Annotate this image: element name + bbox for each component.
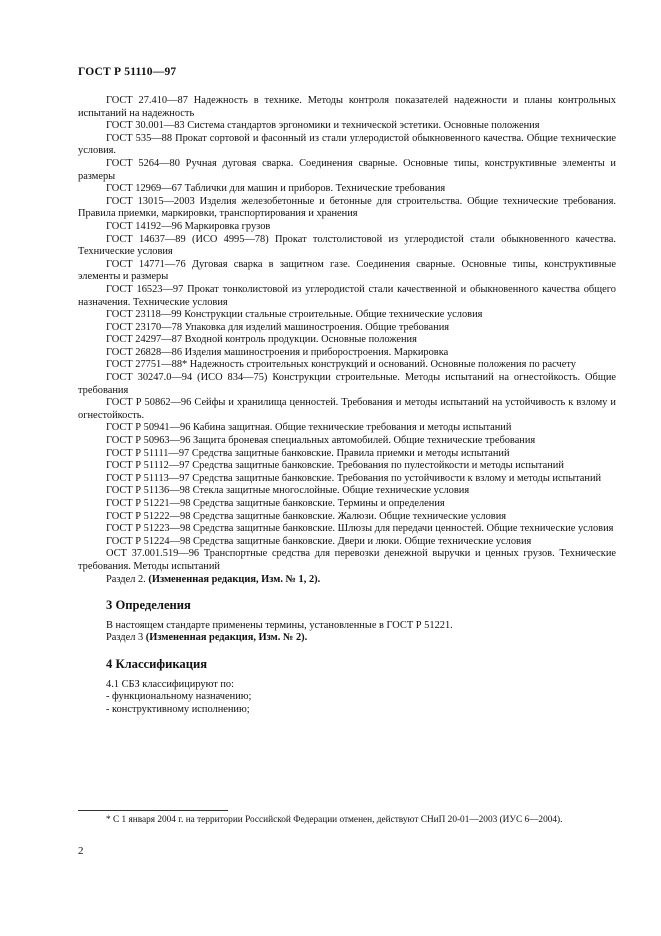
reference-item: ГОСТ 13015—2003 Изделия железобетонные и бетонные для строительства. Общие технические требования. Правила приемки, маркировки, транспортирования и хранения [78, 195, 616, 220]
section-4-heading: 4 Классификация [106, 656, 208, 671]
reference-item: ГОСТ Р 50941—96 Кабина защитная. Общие технические требования и методы испытаний [106, 422, 512, 434]
section-3-note-amendment: (Измененная редакция, Изм. № 2). [145, 632, 308, 644]
reference-item: ГОСТ 23170—78 Упаковка для изделий машиностроения. Общие требования [106, 321, 450, 333]
section-2-amendment-note [78, 574, 616, 587]
page-number: 2 [78, 845, 84, 857]
references-list [78, 95, 616, 574]
reference-item: ГОСТ 23118—99 Конструкции стальные строительные. Общие технические условия [106, 309, 483, 321]
reference-item: ГОСТ 30247.0—94 (ИСО 834—75) Конструкции строительные. Методы испытаний на огнестойкость. Общие требования [78, 372, 616, 396]
reference-item: ГОСТ 24297—87 Входной контроль продукции. Основные положения [106, 334, 417, 346]
reference-item: ГОСТ Р 51221—98 Средства защитные банковские. Термины и определения [106, 498, 445, 509]
reference-item: ГОСТ Р 50862—96 Сейфы и хранилища ценностей. Требования и методы испытаний на устойчивость к взлому и огнестойкость. [78, 397, 616, 421]
document-body [78, 95, 616, 716]
reference-item: ГОСТ Р 51136—98 Стекла защитные многослойные. Общие технические условия [106, 485, 470, 497]
reference-item: ГОСТ 16523—97 Прокат тонколистовой из углеродистой стали качественной и обыкновенного качества общего назначения. Технические условия [78, 283, 616, 308]
reference-item: ГОСТ Р 50963—96 Защита броневая специальных автомобилей. Общие технические требования [106, 435, 536, 447]
reference-item: ГОСТ 12969—67 Таблички для машин и приборов. Технические требования [106, 183, 446, 195]
footnote-text: * С 1 января 2004 г. на территории Российской Федерации отменен, действуют СНиП 20-01—2003 (ИУС 6—2004). [106, 815, 563, 825]
reference-item: ГОСТ 14192—96 Маркировка грузов [106, 220, 271, 232]
reference-item: ГОСТ 30.001—83 Система стандартов эргономики и технической эстетики. Основные положения [106, 120, 540, 132]
reference-item: ГОСТ 26828—86 Изделия машиностроения и приборостроения. Маркировка [106, 346, 449, 358]
classification-item: - конструктивному исполнению; [106, 703, 250, 715]
section-3-amendment-note [78, 632, 616, 645]
classification-item: - функциональному назначению; [106, 691, 252, 703]
reference-item: ГОСТ Р 51224—98 Средства защитные банковские. Двери и люки. Общие технические условия [106, 535, 532, 547]
reference-item: ГОСТ Р 51222—98 Средства защитные банковские. Жалюзи. Общие технические условия [106, 510, 507, 522]
section-4-intro: 4.1 СБЗ классифицируют по: [106, 678, 234, 690]
reference-item: ГОСТ Р 51223—98 Средства защитные банковские. Шлюзы для передачи ценностей. Общие технические условия [106, 523, 614, 535]
footnote-divider [78, 810, 228, 811]
reference-item: ГОСТ 14637—89 (ИСО 4995—78) Прокат толстолистовой из углеродистой стали обыкновенного качества. Технические условия [78, 233, 616, 258]
section-3-text: В настоящем стандарте применены термины, установленные в ГОСТ Р 51221. [106, 619, 453, 631]
running-header: ГОСТ Р 51110—97 [78, 66, 177, 78]
reference-item: ОСТ 37.001.519—96 Транспортные средства для перевозки денежной выручки и ценных грузов. Технические требования. Методы испытаний [78, 548, 616, 572]
section-3-note-prefix: Раздел 3 [106, 632, 144, 644]
reference-item: ГОСТ 27751—88* Надежность строительных конструкций и оснований. Основные положения по расчету [106, 359, 576, 371]
reference-item: ГОСТ 27.410—87 Надежность в технике. Методы контроля показателей надежности и планы контрольных испытаний на надежность [78, 95, 616, 119]
reference-item: ГОСТ Р 51113—97 Средства защитные банковские. Требования по устойчивости к взлому и методы испытаний [106, 472, 602, 484]
section-2-note-prefix: Раздел 2. [106, 573, 146, 585]
reference-item: ГОСТ Р 51112—97 Средства защитные банковские. Требования по пулестойкости и методы испытаний [106, 460, 564, 472]
reference-item: ГОСТ 535—88 Прокат сортовой и фасонный из стали углеродистой обыкновенного качества. Общие технические условия. [78, 132, 616, 157]
section-3-heading: 3 Определения [106, 598, 191, 613]
section-2-note-amendment: (Измененная редакция, Изм. № 1, 2). [148, 573, 321, 585]
reference-item: ГОСТ Р 51111—97 Средства защитные банковские. Правила приемки и методы испытаний [106, 447, 510, 459]
footnote [78, 814, 616, 826]
reference-item: ГОСТ 5264—80 Ручная дуговая сварка. Соединения сварные. Основные типы, конструктивные элементы и размеры [78, 157, 616, 182]
reference-item: ГОСТ 14771—76 Дуговая сварка в защитном газе. Соединения сварные. Основные типы, конструктивные элементы и размеры [78, 258, 616, 283]
